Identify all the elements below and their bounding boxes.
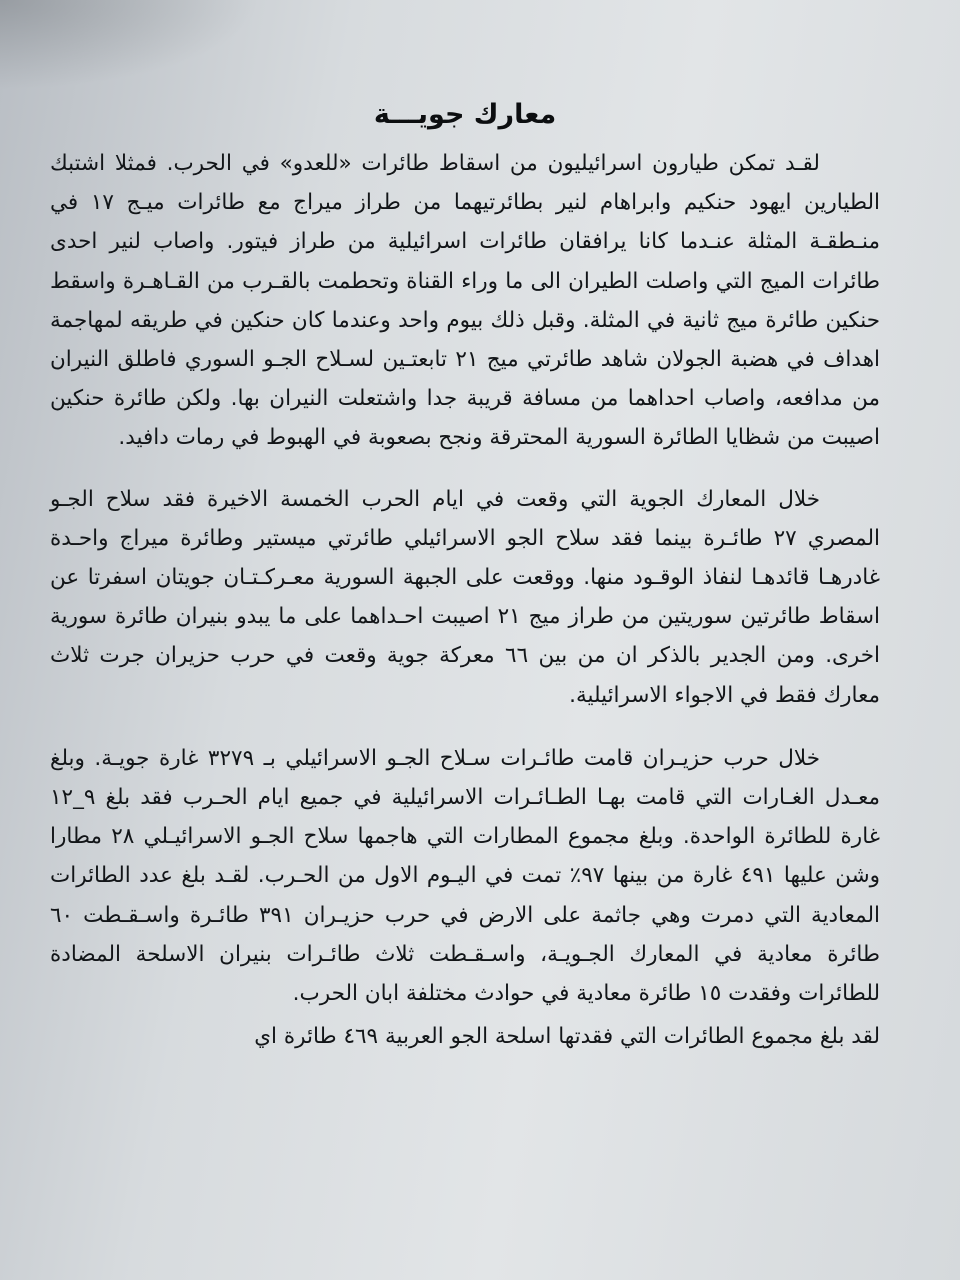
section-title: معارك جويـــة bbox=[373, 99, 557, 130]
page-text-block bbox=[50, 92, 880, 1056]
paragraph-1: لقـد تمكن طيارون اسرائيليون من اسقاط طائرات «للعدو» في الحرب. فمثلا اشتبك الطيارين ايهود حنكيم وابراهام لنير بطائرتيهما من طراز ميراج مع طائرات ميـج ١٧ في منـطقـة المثلة عنـدما كانا يرافقان طائرات اسرائيلية من طراز فيتور. واصاب لنير احدى طائرات الميج التي واصلت الطيران الى ما وراء القناة وتحطمت بالقـرب من القـاهـرة واسقط حنكين طائرة ميج ثانية في المثلة. وقبل ذلك بيوم واحد وعندما كان حنكين في طريقه لمهاجمة اهداف في هضبة الجولان شاهد طائرتي ميج ٢١ تابعتـين لسـلاح الجـو السوري فاطلق النيران من مدافعه، واصاب احداهما من مسافة قريبة جدا واشتعلت النيران بها. ولكن طائرة حنكين اصيبت من شظايا الطائرة السورية المحترقة ونجح بصعوبة في الهبوط في رمات دافيد. bbox=[50, 151, 881, 451]
paragraph-3: خلال حرب حزيـران قامت طائـرات سـلاح الجـو الاسرائيلي بـ ٣٢٧٩ غارة جويـة. وبلغ معـدل الغـارات التي قامت بهـا الطـائـرات الاسرائيلية في جميع ايام الحـرب فقد بلغ ٩_١٢ غارة للطائرة الواحدة. وبلغ مجموع المطارات التي هاجمها سلاح الجـو الاسرائيـلي ٢٨ مطارا وشن عليها ٤٩١ غارة من بينها ٩٧٪ تمت في اليـوم الاول من الحـرب. لقـد بلغ عدد الطائرات المعادية التي دمرت وهي جاثمة على الارض في حرب حزيـران ٣٩١ طائـرة واسـقـطت ٦٠ طائرة معادية في المعارك الجـويـة، واسـقـطت ثلاث طائـرات بنيران الاسلحة المضادة للطائرات وفقدت ١٥ طائرة معادية في حوادث مختلفة ابان الحرب. bbox=[50, 745, 881, 1007]
page-shadow bbox=[0, 0, 260, 90]
paragraph-2: خلال المعارك الجوية التي وقعت في ايام الحرب الخمسة الاخيرة فقد سلاح الجـو المصري ٢٧ طائـرة بينما فقد سلاح الجو الاسرائيلي طائرتي ميستير وطائرة ميراج واحـدة غادرهـا قائدهـا لنفاذ الوقـود منها. ووقعت على الجبهة السورية معـركـتـان جويتان اسفرتا عن اسقاط طائرتين سوريتين من طراز ميج ٢١ اصيبت احـداهما على ما يبدو بنيران طائرة سورية اخرى. ومن الجدير بالذكر ان من بين ٦٦ معركة جوية وقعت في حرب حزيران جرت ثلاث معارك فقط في الاجواء الاسرائيلية. bbox=[50, 486, 881, 708]
paragraph-4: لقد بلغ مجموع الطائرات التي فقدتها اسلحة الجو العربية ٤٦٩ طائرة اي bbox=[254, 1024, 880, 1050]
